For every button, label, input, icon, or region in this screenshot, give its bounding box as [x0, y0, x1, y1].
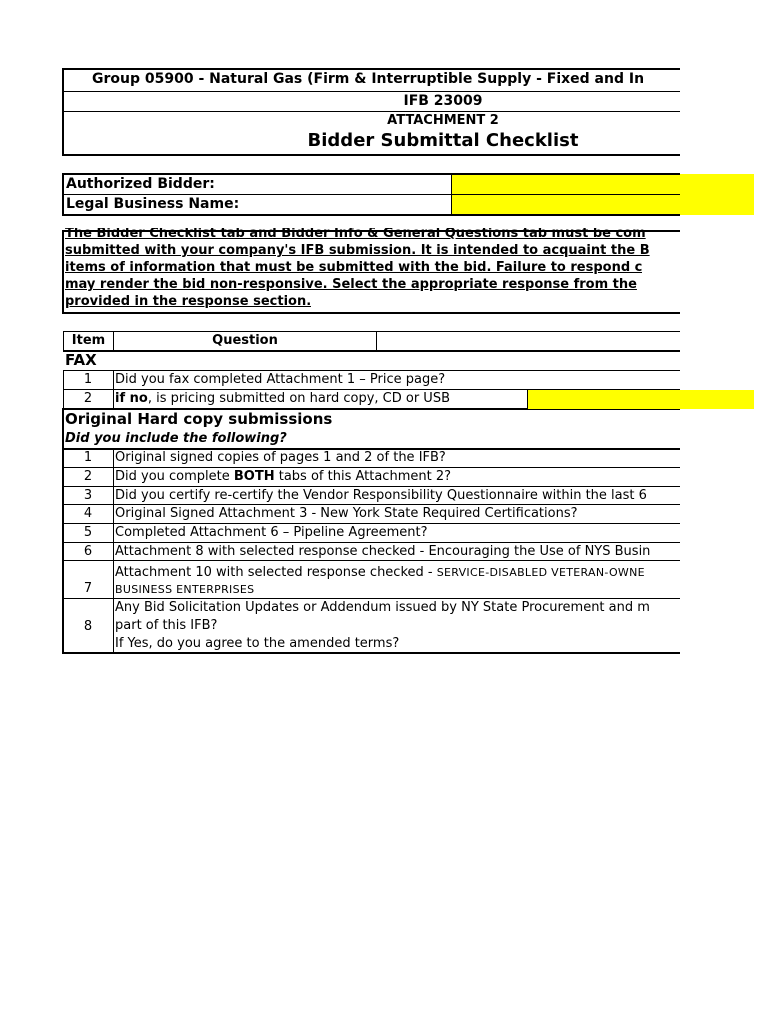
instructions-line: The Bidder Checklist tab and Bidder Info & General Questions tab must be com: [65, 228, 646, 241]
hardcopy-question-caps: BUSINESS ENTERPRISES: [115, 583, 255, 596]
checklist-title: Bidder Submittal Checklist: [307, 130, 579, 151]
legal-business-name-label: Legal Business Name:: [66, 196, 240, 212]
fax-question-emphasis: if no: [115, 391, 148, 406]
hardcopy-item-number: 5: [83, 525, 93, 540]
hardcopy-question: Any Bid Solicitation Updates or Addendum issued by NY State Procurement and m: [115, 600, 650, 615]
fax-section-label: FAX: [65, 351, 97, 369]
hardcopy-question: part of this IFB?: [115, 618, 218, 633]
instructions-line: items of information that must be submitted with the bid. Failure to respond c: [65, 260, 643, 275]
column-header-item: Item: [71, 333, 106, 348]
hardcopy-question: Attachment 8 with selected response checked - Encouraging the Use of NYS Busin: [115, 544, 651, 559]
fax-question: Did you fax completed Attachment 1 – Price page?: [115, 372, 446, 387]
hardcopy-item-number: 2: [83, 469, 93, 484]
hardcopy-question: Original signed copies of pages 1 and 2 of the IFB?: [115, 450, 446, 465]
hardcopy-question-caps: SERVICE-DISABLED VETERAN-OWNE: [436, 566, 645, 579]
hardcopy-question-text: Did you complete: [115, 469, 234, 484]
hardcopy-question: If Yes, do you agree to the amended terms?: [115, 636, 400, 651]
hardcopy-question: [115, 469, 680, 484]
hardcopy-section-label: Original Hard copy submissions: [65, 410, 333, 428]
instructions-line: may render the bid non-responsive. Select the appropriate response from the: [65, 277, 637, 292]
ifb-number: IFB 23009: [403, 93, 483, 109]
fax-question-text: , is pricing submitted on hard copy, CD or USB: [147, 391, 450, 406]
authorized-bidder-label: Authorized Bidder:: [66, 176, 215, 192]
hardcopy-item-number: 3: [83, 488, 93, 503]
instructions-line: provided in the response section.: [65, 294, 312, 309]
hardcopy-question-text: Attachment 10 with selected response checked -: [115, 565, 437, 580]
hardcopy-item-number: 4: [83, 506, 93, 521]
hardcopy-subheading: Did you include the following?: [65, 431, 287, 446]
hardcopy-item-number: 6: [83, 544, 93, 559]
hardcopy-item-number: 7: [83, 581, 93, 596]
fax-item-number: 2: [83, 391, 93, 406]
column-header-question: Question: [212, 333, 278, 348]
hardcopy-question-emphasis: BOTH: [233, 469, 275, 484]
hardcopy-question-text: tabs of this Attachment 2?: [274, 469, 451, 484]
hardcopy-question: Original Signed Attachment 3 - New York State Required Certifications?: [115, 506, 578, 521]
hardcopy-question: Did you certify re-certify the Vendor Responsibility Questionnaire within the last 6: [115, 488, 647, 503]
fax-question: [115, 391, 525, 406]
instructions-block: [62, 228, 680, 314]
fax-item-number: 1: [83, 372, 93, 387]
attachment-label: ATTACHMENT 2: [387, 113, 499, 128]
hardcopy-question: Completed Attachment 6 – Pipeline Agreement?: [115, 525, 428, 540]
group-title: Group 05900 - Natural Gas (Firm & Interruptible Supply - Fixed and In: [92, 71, 645, 87]
instructions-line: submitted with your company's IFB submission. It is intended to acquaint the B: [65, 243, 650, 258]
hardcopy-item-number: 1: [83, 450, 93, 465]
hardcopy-question: [115, 565, 680, 580]
fax-response-field[interactable]: [528, 390, 754, 409]
hardcopy-item-number: 8: [83, 619, 93, 634]
